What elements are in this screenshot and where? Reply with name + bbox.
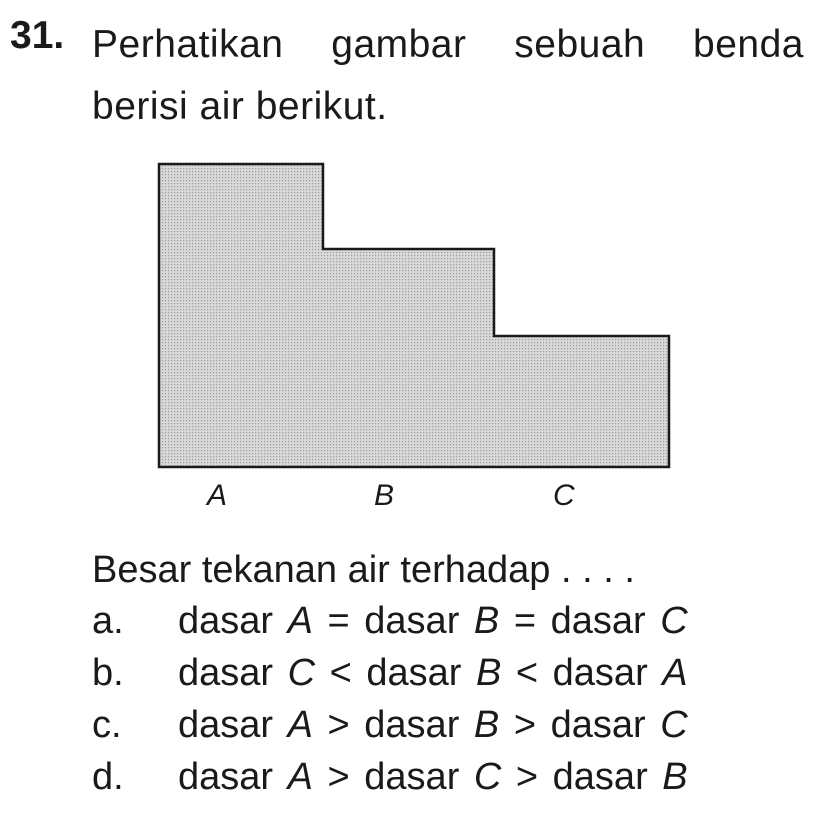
figure-label-b: B (374, 479, 395, 512)
option-a[interactable] (92, 598, 812, 650)
option-text: dasar A = dasar B = dasar C (178, 600, 688, 642)
figure-label-a: A (207, 479, 228, 512)
option-text: dasar A > dasar B > dasar C (178, 704, 688, 746)
question-number: 31. (10, 14, 65, 57)
option-d[interactable] (92, 754, 812, 806)
option-text: dasar C < dasar B < dasar A (178, 652, 688, 694)
option-c[interactable] (92, 702, 812, 754)
option-letter: d. (92, 756, 124, 798)
option-letter: b. (92, 652, 124, 694)
option-b[interactable] (92, 650, 812, 702)
answer-options (92, 598, 812, 806)
question-prompt: Besar tekanan air terhadap . . . . (92, 549, 635, 591)
option-letter: a. (92, 600, 124, 642)
question-stem-line-2: berisi air berikut. (92, 85, 388, 128)
water-container-figure (150, 150, 690, 480)
figure-label-c: C (553, 479, 575, 512)
option-letter: c. (92, 704, 122, 746)
question-stem-line-1: Perhatikan gambar sebuah benda (92, 23, 804, 66)
stepped-container-shape (159, 164, 669, 467)
option-text: dasar A > dasar C > dasar B (178, 756, 688, 798)
question-stem (92, 14, 804, 138)
